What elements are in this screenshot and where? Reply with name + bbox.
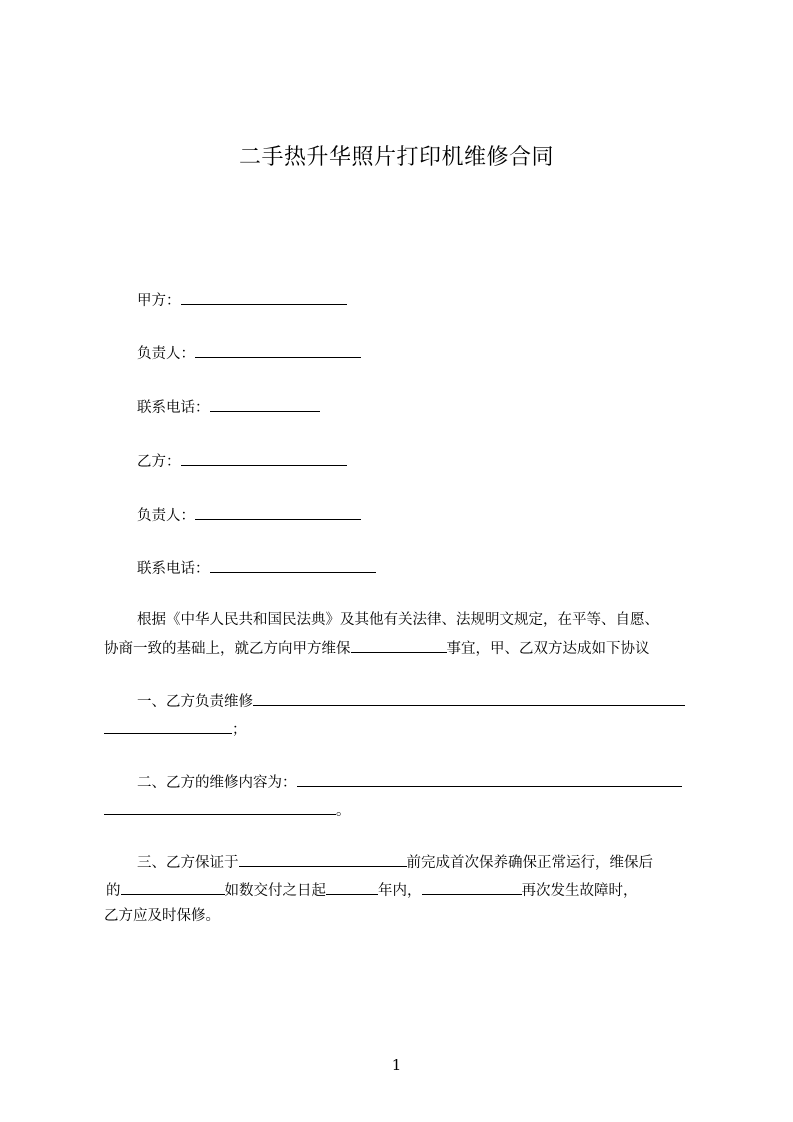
- clause-2-text: 二、乙方的维修内容为：: [137, 775, 297, 791]
- party-b-rep-line: [137, 505, 361, 526]
- clause-3-part-1: 三、乙方保证于: [137, 855, 239, 871]
- fault-item-blank[interactable]: [422, 880, 522, 895]
- equipment-blank[interactable]: [121, 880, 225, 895]
- party-a-phone-blank[interactable]: [210, 397, 320, 412]
- party-a-label: 甲方：: [137, 293, 181, 309]
- clause-2-end: 。: [336, 803, 351, 819]
- maintenance-item-blank[interactable]: [351, 638, 447, 653]
- party-b-phone-label: 联系电话：: [137, 561, 210, 577]
- party-b-phone-line: [137, 558, 376, 579]
- page-number: 1: [391, 1056, 402, 1074]
- clause-3-part-2: 前完成首次保养确保正常运行，维保后: [406, 855, 653, 871]
- party-b-rep-label: 负责人：: [137, 508, 195, 524]
- party-b-rep-blank[interactable]: [195, 505, 361, 520]
- party-a-rep-label: 负责人：: [137, 346, 195, 362]
- clause-3-part-3: 的: [106, 883, 121, 899]
- party-a-phone-label: 联系电话：: [137, 400, 210, 416]
- clause-2-blank-2[interactable]: [104, 800, 336, 815]
- clause-2-blank-1[interactable]: [297, 772, 682, 787]
- clause-3-part-5: 年内，: [378, 883, 422, 899]
- clause-1-end: ；: [232, 722, 247, 738]
- party-b-phone-blank[interactable]: [210, 558, 376, 573]
- clause-2-line-2: [104, 800, 351, 821]
- party-a-line: [137, 290, 347, 311]
- years-blank[interactable]: [326, 880, 378, 895]
- clause-3-line-3: 乙方应及时保修。: [104, 908, 220, 924]
- clause-3-part-6: 再次发生故障时，: [521, 883, 638, 899]
- clause-3-line-1: [137, 852, 653, 873]
- preamble-text-b: 事宜，甲、乙双方达成如下协议: [446, 641, 650, 657]
- document-title: 二手热升华照片打印机维修合同: [238, 145, 554, 170]
- clause-1-blank-1[interactable]: [253, 691, 685, 706]
- clause-1-text: 一、乙方负责维修: [137, 694, 253, 710]
- party-a-blank[interactable]: [181, 290, 347, 305]
- party-b-label: 乙方：: [137, 454, 181, 470]
- preamble-line-1: 根据《中华人民共和国民法典》及其他有关法律、法规明文规定，在平等、自愿、: [137, 612, 659, 628]
- preamble-line-2: [104, 638, 650, 659]
- party-a-phone-line: [137, 397, 320, 418]
- party-a-rep-blank[interactable]: [195, 343, 361, 358]
- clause-1-line-1: [137, 691, 685, 712]
- clause-3-line-2: [106, 880, 638, 901]
- preamble-text-a: 协商一致的基础上，就乙方向甲方维保: [104, 641, 351, 657]
- party-b-line: [137, 451, 347, 472]
- clause-2-line-1: [137, 772, 682, 793]
- clause-1-blank-2[interactable]: [104, 719, 232, 734]
- completion-date-blank[interactable]: [239, 852, 407, 867]
- clause-3-part-4: 如数交付之日起: [224, 883, 326, 899]
- clause-1-line-2: [104, 719, 247, 740]
- party-a-rep-line: [137, 343, 361, 364]
- party-b-blank[interactable]: [181, 451, 347, 466]
